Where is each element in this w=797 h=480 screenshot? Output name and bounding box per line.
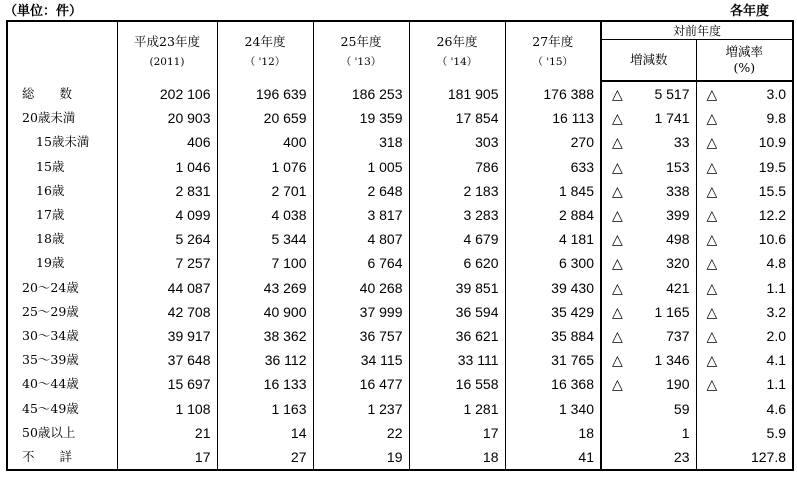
compare-header: 対前年度: [601, 21, 793, 40]
rate-cell: [696, 445, 793, 470]
rate-cell: [696, 372, 793, 396]
year-value: 39 917: [117, 324, 217, 348]
decrease-mark: △: [706, 110, 718, 127]
period-note: 各年度: [729, 4, 769, 19]
year-value: 21: [117, 421, 217, 445]
year-value: 2 701: [217, 179, 313, 203]
table-row: [7, 348, 793, 372]
table-row: [7, 300, 793, 324]
row-label: 15歳未満: [7, 130, 117, 154]
year-value: 2 648: [313, 179, 409, 203]
rate-value: 10.6: [758, 231, 787, 248]
change-cell: [601, 251, 696, 275]
year-value: 4 181: [505, 227, 601, 251]
row-label: 総 数: [7, 81, 117, 106]
change-value: 1: [681, 424, 690, 441]
year-value: 5 264: [117, 227, 217, 251]
row-label: 18歳: [7, 227, 117, 251]
year-value: 1 046: [117, 155, 217, 179]
change-cell: [601, 179, 696, 203]
year-value: 17 854: [409, 106, 505, 130]
change-value: 737: [666, 327, 690, 344]
year-value: 40 268: [313, 276, 409, 300]
year-value: 7 257: [117, 251, 217, 275]
rate-cell: [696, 106, 793, 130]
rate-value: 9.8: [766, 110, 787, 127]
decrease-mark: △: [706, 303, 718, 320]
rate-cell: [696, 81, 793, 106]
year-value: 7 100: [217, 251, 313, 275]
change-value: 320: [666, 255, 690, 272]
rate-value: 1.1: [766, 279, 787, 296]
statistics-table: [6, 20, 794, 471]
year-value: 35 884: [505, 324, 601, 348]
decrease-mark: △: [612, 86, 623, 103]
decrease-mark: △: [612, 231, 623, 248]
rate-cell: [696, 179, 793, 203]
row-label: 16歳: [7, 179, 117, 203]
year-value: 27: [217, 445, 313, 470]
change-cell: [601, 372, 696, 396]
year-value: 186 253: [313, 81, 409, 106]
year-value: 42 708: [117, 300, 217, 324]
year-value: 4 807: [313, 227, 409, 251]
rate-cell: [696, 130, 793, 154]
year-header: 24年度 （ '12）: [217, 21, 313, 81]
change-cell: [601, 155, 696, 179]
rate-cell: [696, 396, 793, 420]
table-row: [7, 81, 793, 106]
decrease-mark: △: [706, 134, 718, 151]
year-value: 1 076: [217, 155, 313, 179]
decrease-mark: △: [612, 158, 623, 175]
rate-value: 2.0: [766, 327, 787, 344]
change-cell: [601, 130, 696, 154]
row-label: 19歳: [7, 251, 117, 275]
decrease-mark: △: [612, 376, 623, 393]
row-label: 35～39歳: [7, 348, 117, 372]
rate-value: 3.0: [766, 86, 787, 103]
change-value: 1 741: [654, 110, 690, 127]
year-value: 40 900: [217, 300, 313, 324]
year-value: 38 362: [217, 324, 313, 348]
change-cell: [601, 227, 696, 251]
rate-value: 1.1: [766, 376, 787, 393]
change-cell: [601, 396, 696, 420]
year-value: 1 237: [313, 396, 409, 420]
year-value: 16 133: [217, 372, 313, 396]
table-row: [7, 130, 793, 154]
year-header: 27年度 （ '15）: [505, 21, 601, 81]
table-row: [7, 106, 793, 130]
year-value: 318: [313, 130, 409, 154]
year-value: 19 359: [313, 106, 409, 130]
decrease-mark: △: [612, 134, 623, 151]
rate-cell: [696, 227, 793, 251]
decrease-mark: △: [706, 279, 718, 296]
change-cell: [601, 445, 696, 470]
year-value: 22: [313, 421, 409, 445]
year-value: 37 999: [313, 300, 409, 324]
decrease-mark: △: [706, 231, 718, 248]
year-value: 1 163: [217, 396, 313, 420]
table-body: [7, 81, 793, 470]
year-value: 2 183: [409, 179, 505, 203]
decrease-mark: △: [706, 207, 718, 224]
decrease-mark: △: [706, 86, 718, 103]
year-value: 16 113: [505, 106, 601, 130]
decrease-mark: △: [612, 255, 623, 272]
table-row: [7, 372, 793, 396]
decrease-mark: △: [706, 158, 718, 175]
table-row: [7, 203, 793, 227]
year-value: 19: [313, 445, 409, 470]
year-value: 4 099: [117, 203, 217, 227]
row-label: 30～34歳: [7, 324, 117, 348]
year-header: 平成23年度 (2011): [117, 21, 217, 81]
year-value: 31 765: [505, 348, 601, 372]
year-value: 36 621: [409, 324, 505, 348]
table-row: [7, 276, 793, 300]
table-row: [7, 324, 793, 348]
decrease-mark: △: [612, 110, 623, 127]
year-value: 181 905: [409, 81, 505, 106]
year-value: 16 477: [313, 372, 409, 396]
year-value: 20 659: [217, 106, 313, 130]
year-value: 6 620: [409, 251, 505, 275]
row-label: 40～44歳: [7, 372, 117, 396]
table-row: [7, 421, 793, 445]
year-value: 633: [505, 155, 601, 179]
year-value: 5 344: [217, 227, 313, 251]
year-value: 1 005: [313, 155, 409, 179]
rate-value: 5.9: [766, 424, 787, 441]
year-value: 18: [409, 445, 505, 470]
rate-cell: [696, 324, 793, 348]
rate-value: 15.5: [758, 182, 787, 199]
year-value: 33 111: [409, 348, 505, 372]
year-value: 6 764: [313, 251, 409, 275]
year-value: 1 108: [117, 396, 217, 420]
table-row: [7, 396, 793, 420]
row-label: 20歳未満: [7, 106, 117, 130]
rate-value: 19.5: [758, 158, 787, 175]
table-row: [7, 227, 793, 251]
change-cell: [601, 421, 696, 445]
change-value: 190: [666, 376, 690, 393]
year-header: 25年度 （ '13）: [313, 21, 409, 81]
decrease-mark: △: [706, 376, 718, 393]
year-value: 270: [505, 130, 601, 154]
rate-cell: [696, 300, 793, 324]
year-value: 17: [117, 445, 217, 470]
rate-cell: [696, 348, 793, 372]
change-cell: [601, 276, 696, 300]
year-value: 202 106: [117, 81, 217, 106]
year-value: 400: [217, 130, 313, 154]
year-value: 37 648: [117, 348, 217, 372]
year-header: 26年度 （ '14）: [409, 21, 505, 81]
row-label: 25～29歳: [7, 300, 117, 324]
decrease-mark: △: [612, 327, 623, 344]
table-row: [7, 179, 793, 203]
rate-cell: [696, 276, 793, 300]
rate-value: 127.8: [750, 448, 787, 465]
row-label: 45～49歳: [7, 396, 117, 420]
table-row: [7, 251, 793, 275]
decrease-mark: △: [612, 352, 623, 369]
year-value: 303: [409, 130, 505, 154]
corner-cell: [7, 21, 117, 81]
decrease-mark: △: [612, 303, 623, 320]
row-label: 15歳: [7, 155, 117, 179]
rate-value: 4.6: [766, 400, 787, 417]
row-label: 50歳以上: [7, 421, 117, 445]
table-row: [7, 155, 793, 179]
table-row: [7, 445, 793, 470]
change-header: 増減数: [601, 40, 696, 82]
year-value: 20 903: [117, 106, 217, 130]
year-value: 39 430: [505, 276, 601, 300]
year-value: 786: [409, 155, 505, 179]
change-cell: [601, 348, 696, 372]
rate-value: 4.1: [766, 352, 787, 369]
rate-value: 3.2: [766, 303, 787, 320]
change-value: 338: [666, 182, 690, 199]
change-value: 498: [666, 231, 690, 248]
row-label: 17歳: [7, 203, 117, 227]
year-value: 196 639: [217, 81, 313, 106]
year-value: 36 594: [409, 300, 505, 324]
change-value: 1 346: [654, 352, 690, 369]
year-value: 41: [505, 445, 601, 470]
decrease-mark: △: [706, 327, 718, 344]
year-value: 16 558: [409, 372, 505, 396]
rate-cell: [696, 155, 793, 179]
year-value: 18: [505, 421, 601, 445]
row-label: 20～24歳: [7, 276, 117, 300]
year-value: 2 831: [117, 179, 217, 203]
rate-value: 4.8: [766, 255, 787, 272]
decrease-mark: △: [706, 182, 718, 199]
rate-cell: [696, 203, 793, 227]
change-value: 421: [666, 279, 690, 296]
year-value: 1 845: [505, 179, 601, 203]
year-value: 4 679: [409, 227, 505, 251]
year-value: 1 340: [505, 396, 601, 420]
rate-cell: [696, 251, 793, 275]
change-cell: [601, 106, 696, 130]
rate-value: 10.9: [758, 134, 787, 151]
rate-cell: [696, 421, 793, 445]
year-value: 1 281: [409, 396, 505, 420]
year-value: 44 087: [117, 276, 217, 300]
rate-value: 12.2: [758, 207, 787, 224]
year-value: 14: [217, 421, 313, 445]
year-value: 3 283: [409, 203, 505, 227]
change-value: 23: [673, 448, 690, 465]
change-value: 153: [666, 158, 690, 175]
change-cell: [601, 81, 696, 106]
year-value: 406: [117, 130, 217, 154]
year-value: 17: [409, 421, 505, 445]
unit-note: （単位：件）: [4, 4, 83, 19]
decrease-mark: △: [612, 279, 623, 296]
change-value: 59: [673, 400, 690, 417]
row-label: 不 詳: [7, 445, 117, 470]
change-cell: [601, 203, 696, 227]
year-value: 43 269: [217, 276, 313, 300]
change-cell: [601, 300, 696, 324]
year-value: 176 388: [505, 81, 601, 106]
decrease-mark: △: [612, 182, 623, 199]
change-value: 5 517: [654, 86, 690, 103]
year-value: 16 368: [505, 372, 601, 396]
decrease-mark: △: [612, 207, 623, 224]
year-value: 36 112: [217, 348, 313, 372]
year-value: 36 757: [313, 324, 409, 348]
change-value: 399: [666, 207, 690, 224]
year-value: 4 038: [217, 203, 313, 227]
year-value: 2 884: [505, 203, 601, 227]
change-value: 33: [673, 134, 690, 151]
year-value: 3 817: [313, 203, 409, 227]
decrease-mark: △: [706, 255, 718, 272]
year-value: 15 697: [117, 372, 217, 396]
year-value: 35 429: [505, 300, 601, 324]
change-cell: [601, 324, 696, 348]
year-value: 34 115: [313, 348, 409, 372]
rate-header: 増減率 (%): [696, 40, 793, 82]
decrease-mark: △: [706, 352, 718, 369]
year-value: 39 851: [409, 276, 505, 300]
year-value: 6 300: [505, 251, 601, 275]
change-value: 1 165: [654, 303, 690, 320]
